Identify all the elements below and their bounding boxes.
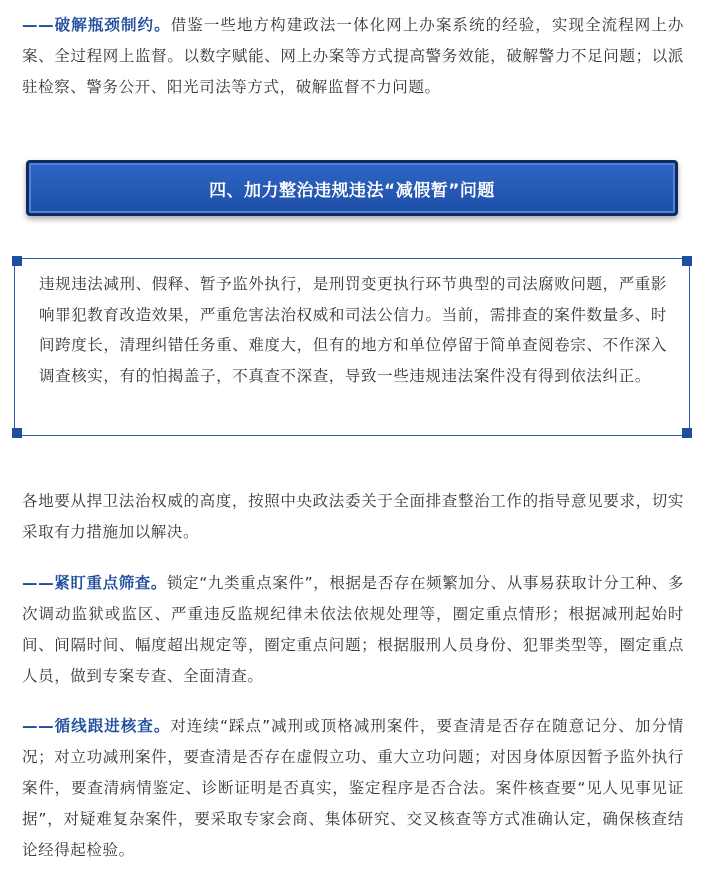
paragraph-lead-heading: ——破解瓶颈制约。 xyxy=(22,16,171,34)
section-heading-title: 四、加力整治违规违法“减假暂”问题 xyxy=(209,180,495,201)
corner-ornament xyxy=(12,256,22,266)
corner-ornament xyxy=(12,428,22,438)
paragraph-break-bottleneck xyxy=(22,10,684,103)
section-heading-banner xyxy=(26,160,678,216)
paragraph-lead-heading: ——紧盯重点筛查。 xyxy=(22,574,168,592)
paragraph-lead-heading: ——循线跟进核查。 xyxy=(22,717,171,735)
paragraph-focus-screening xyxy=(22,568,684,692)
corner-ornament xyxy=(682,256,692,266)
callout-text: 违规违法减刑、假释、暂予监外执行，是刑罚变更执行环节典型的司法腐败问题，严重影响罪犯教育改造效果，严重危害法治权威和司法公信力。当前，需排查的案件数量多、时间跨度长，清理纠错任务重、难度大，但有的地方和单位停留于简单查阅卷宗、不作深入调查核实，有的怕揭盖子，不真查不深查，导致一些违规违法案件没有得到依法纠正。 xyxy=(39,275,667,385)
paragraph-body: 对连续“踩点”减刑或顶格减刑案件，要查清是否存在随意记分、加分情况；对立功减刑案件，要查清是否存在虚假立功、重大立功问题；对因身体原因暂予监外执行案件，要查清病情鉴定、诊断证明是否真实，鉴定程序是否合法。案件核查要“见人见事见证据”，对疑难复杂案件，要采取专家会商、集体研究、交叉核查等方式准确认定，确保核查结论经得起检验。 xyxy=(22,717,684,859)
corner-ornament xyxy=(682,428,692,438)
paragraph-follow-up-verification xyxy=(22,711,684,866)
callout-box xyxy=(14,258,690,436)
paragraph-intro: 各地要从捍卫法治权威的高度，按照中央政法委关于全面排查整治工作的指导意见要求，切实采取有力措施加以解决。 xyxy=(22,492,684,541)
paragraph-body: 借鉴一些地方构建政法一体化网上办案系统的经验，实现全流程网上办案、全过程网上监督。以数字赋能、网上办案等方式提高警务效能，破解警力不足问题；以派驻检察、警务公开、阳光司法等方式，破解监督不力问题。 xyxy=(22,16,684,96)
paragraph-body: 锁定“九类重点案件”，根据是否存在频繁加分、从事易获取计分工种、多次调动监狱或监区、严重违反监规纪律未依法依规处理等，圈定重点情形；根据减刑起始时间、间隔时间、幅度超出规定等，圈定重点问题；根据服刑人员身份、犯罪类型等，圈定重点人员，做到专案专查、全面清查。 xyxy=(22,574,684,685)
